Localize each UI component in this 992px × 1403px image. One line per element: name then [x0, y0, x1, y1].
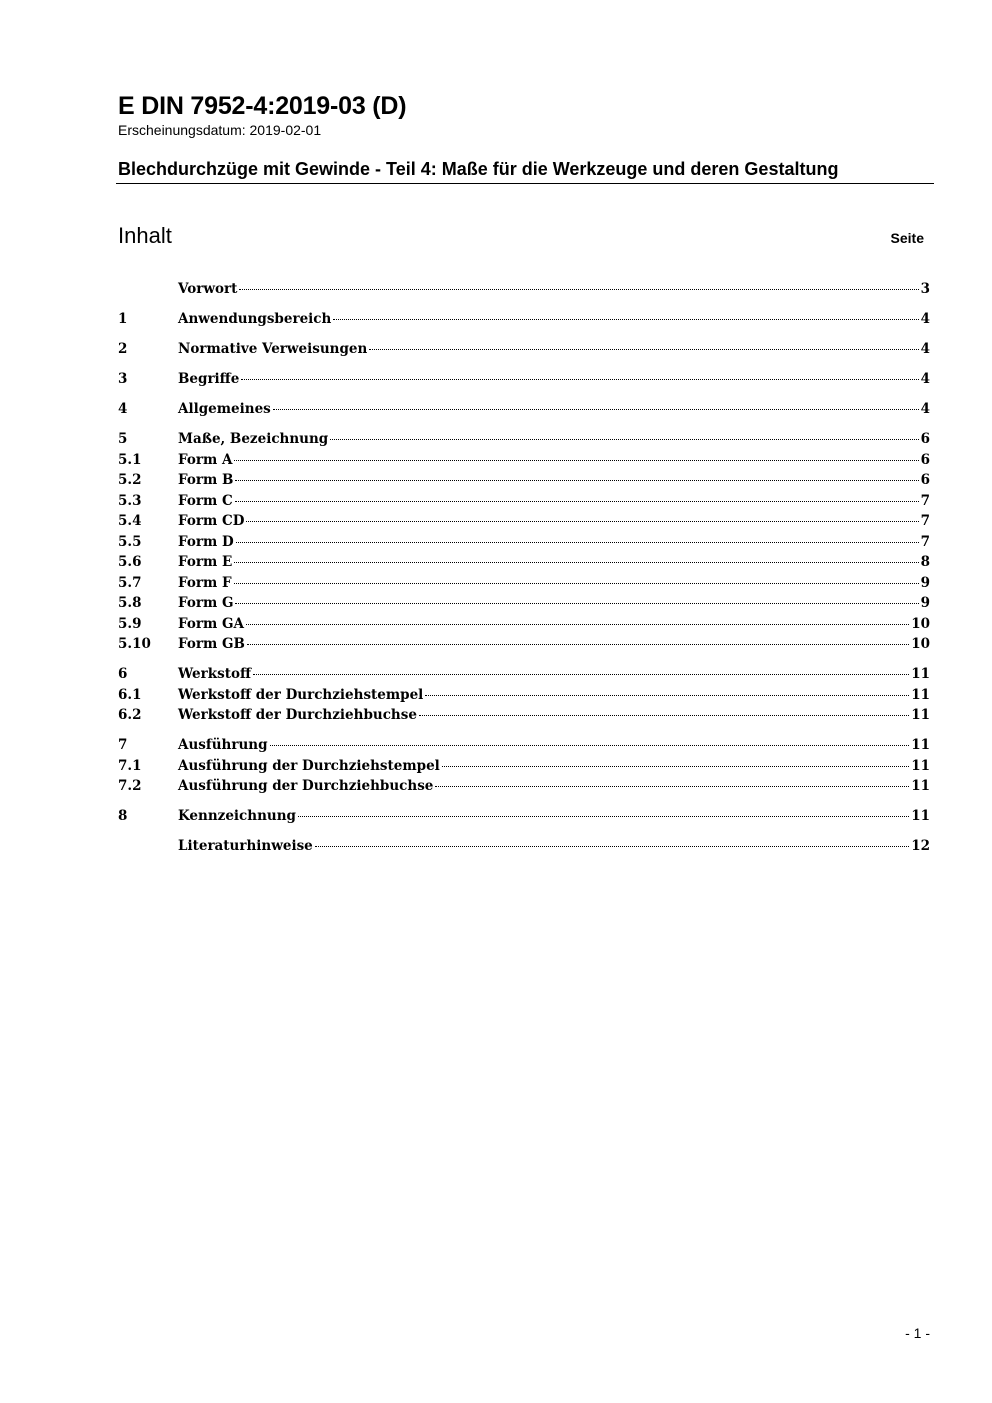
publication-date: Erscheinungsdatum: 2019-02-01 — [118, 122, 322, 138]
toc-dot-leader — [246, 521, 918, 522]
toc-entry-label: Form B — [178, 472, 234, 488]
toc-entry-page: 7 — [920, 492, 930, 509]
toc-entry-page: 7 — [920, 513, 930, 529]
toc-entry[interactable] — [118, 575, 930, 596]
toc-entry-page: 4 — [920, 341, 930, 357]
toc-dot-leader — [253, 674, 909, 675]
toc-entry-page: 4 — [920, 311, 930, 327]
toc-entry-page: 8 — [920, 554, 930, 570]
toc-entry-label: Werkstoff — [178, 666, 252, 682]
toc-entry[interactable] — [118, 595, 930, 616]
toc-entry-number: 4 — [118, 401, 128, 417]
toc-entry-page: 6 — [920, 451, 930, 468]
toc-dot-leader — [298, 816, 909, 817]
toc-dot-leader — [315, 846, 909, 847]
toc-entry[interactable] — [118, 808, 930, 829]
toc-entry-number: 5.9 — [118, 615, 142, 632]
toc-entry-label: Allgemeines — [178, 401, 271, 417]
document-id: E DIN 7952-4:2019-03 (D) — [118, 92, 407, 120]
toc-entry-number: 7.2 — [118, 778, 142, 794]
toc-entry-page: 9 — [920, 595, 930, 611]
toc-entry-label: Form D — [178, 533, 234, 550]
toc-entry-label: Begriffe — [178, 371, 240, 387]
toc-entry-label: Form F — [178, 574, 232, 591]
toc-entry[interactable] — [118, 493, 930, 514]
toc-dot-leader — [241, 379, 918, 380]
table-of-contents — [118, 281, 930, 859]
toc-entry-number: 5.3 — [118, 492, 142, 509]
toc-entry-label: Form CD — [178, 513, 245, 529]
toc-entry-label: Form A — [178, 451, 233, 468]
toc-entry-page: 11 — [911, 808, 930, 824]
toc-entry[interactable] — [118, 452, 930, 473]
toc-dot-leader — [425, 695, 909, 696]
toc-entry-number: 5.1 — [118, 451, 142, 468]
document-title: Blechdurchzüge mit Gewinde - Teil 4: Maße für die Werkzeuge und deren Gestaltung — [118, 159, 839, 179]
toc-dot-leader — [247, 644, 909, 645]
toc-entry-page: 12 — [911, 838, 930, 854]
toc-entry-label: Werkstoff der Durchziehstempel — [178, 686, 424, 703]
toc-entry-number: 5.7 — [118, 574, 142, 591]
toc-entry-number: 8 — [118, 808, 128, 824]
toc-entry-page: 4 — [920, 401, 930, 417]
toc-dot-leader — [369, 349, 918, 350]
toc-entry-label: Vorwort — [178, 281, 238, 297]
toc-entry-page: 6 — [920, 472, 930, 488]
toc-dot-leader — [236, 542, 919, 543]
toc-dot-leader — [333, 319, 918, 320]
toc-entry-label: Ausführung der Durchziehbuchse — [178, 778, 434, 794]
toc-entry-number: 7.1 — [118, 757, 142, 774]
toc-entry[interactable] — [118, 341, 930, 362]
toc-entry[interactable] — [118, 554, 930, 575]
toc-entry-page: 6 — [920, 431, 930, 447]
toc-entry[interactable] — [118, 616, 930, 637]
page-number: - 1 - — [905, 1325, 930, 1341]
toc-entry-label: Kennzeichnung — [178, 808, 296, 824]
toc-dot-leader — [435, 786, 909, 787]
toc-entry-number: 6.1 — [118, 686, 142, 703]
toc-entry-number: 5.2 — [118, 472, 142, 488]
toc-heading: Inhalt — [118, 223, 172, 248]
toc-entry-page: 10 — [911, 615, 930, 632]
toc-entry-number: 6.2 — [118, 707, 142, 723]
toc-entry[interactable] — [118, 281, 930, 302]
toc-entry-label: Literaturhinweise — [178, 838, 313, 854]
toc-dot-leader — [419, 715, 909, 716]
toc-entry-label: Werkstoff der Durchziehbuchse — [178, 707, 417, 723]
toc-entry[interactable] — [118, 431, 930, 452]
toc-dot-leader — [239, 289, 918, 290]
toc-entry[interactable] — [118, 666, 930, 687]
toc-entry[interactable] — [118, 472, 930, 493]
toc-entry-label: Ausführung der Durchziehstempel — [178, 757, 440, 774]
toc-dot-leader — [235, 501, 919, 502]
toc-entry-label: Form GA — [178, 615, 244, 632]
toc-entry-number: 5.6 — [118, 554, 142, 570]
toc-entry[interactable] — [118, 311, 930, 332]
toc-entry-number: 5.8 — [118, 595, 142, 611]
toc-entry[interactable] — [118, 838, 930, 859]
toc-entry-number: 1 — [118, 311, 128, 327]
toc-entry-label: Form G — [178, 595, 234, 611]
toc-entry-page: 11 — [911, 707, 930, 723]
toc-entry-page: 11 — [911, 778, 930, 794]
toc-dot-leader — [270, 745, 910, 746]
toc-entry-number: 7 — [118, 737, 128, 753]
toc-entry[interactable] — [118, 513, 930, 534]
toc-entry-page: 11 — [911, 757, 930, 774]
toc-entry-number: 2 — [118, 341, 128, 357]
toc-entry[interactable] — [118, 534, 930, 555]
toc-entry-page: 9 — [920, 574, 930, 591]
toc-entry-page: 4 — [920, 371, 930, 387]
toc-entry[interactable] — [118, 758, 930, 779]
toc-entry-page: 3 — [920, 281, 930, 297]
toc-entry-label: Normative Verweisungen — [178, 341, 368, 357]
toc-entry-label: Form GB — [178, 636, 245, 652]
toc-dot-leader — [234, 562, 918, 563]
toc-entry-label: Form C — [178, 492, 233, 509]
toc-entry-number: 5.4 — [118, 513, 142, 529]
toc-entry[interactable] — [118, 707, 930, 728]
toc-entry-number: 5.10 — [118, 636, 151, 652]
toc-entry-number: 5.5 — [118, 533, 142, 550]
toc-page-column-label: Seite — [890, 230, 924, 246]
toc-dot-leader — [234, 460, 918, 461]
toc-entry-page: 10 — [911, 636, 930, 652]
toc-entry-label: Maße, Bezeichnung — [178, 431, 329, 447]
toc-entry[interactable] — [118, 687, 930, 708]
toc-entry-number: 5 — [118, 431, 128, 447]
toc-entry-number: 6 — [118, 666, 128, 682]
toc-dot-leader — [235, 603, 918, 604]
toc-entry-label: Form E — [178, 554, 233, 570]
toc-entry-page: 11 — [911, 666, 930, 682]
toc-dot-leader — [330, 439, 918, 440]
toc-entry[interactable] — [118, 737, 930, 758]
toc-dot-leader — [235, 480, 918, 481]
toc-entry[interactable] — [118, 401, 930, 422]
toc-entry-page: 7 — [920, 533, 930, 550]
title-divider — [116, 183, 934, 184]
toc-entry-label: Ausführung — [178, 737, 268, 753]
toc-entry[interactable] — [118, 371, 930, 392]
toc-entry[interactable] — [118, 636, 930, 657]
toc-entry-page: 11 — [911, 737, 930, 753]
toc-entry-page: 11 — [911, 686, 930, 703]
toc-entry-label: Anwendungsbereich — [178, 311, 332, 327]
toc-entry[interactable] — [118, 778, 930, 799]
toc-dot-leader — [246, 624, 909, 625]
toc-dot-leader — [273, 409, 919, 410]
toc-dot-leader — [234, 583, 919, 584]
toc-dot-leader — [442, 766, 909, 767]
toc-entry-number: 3 — [118, 371, 128, 387]
